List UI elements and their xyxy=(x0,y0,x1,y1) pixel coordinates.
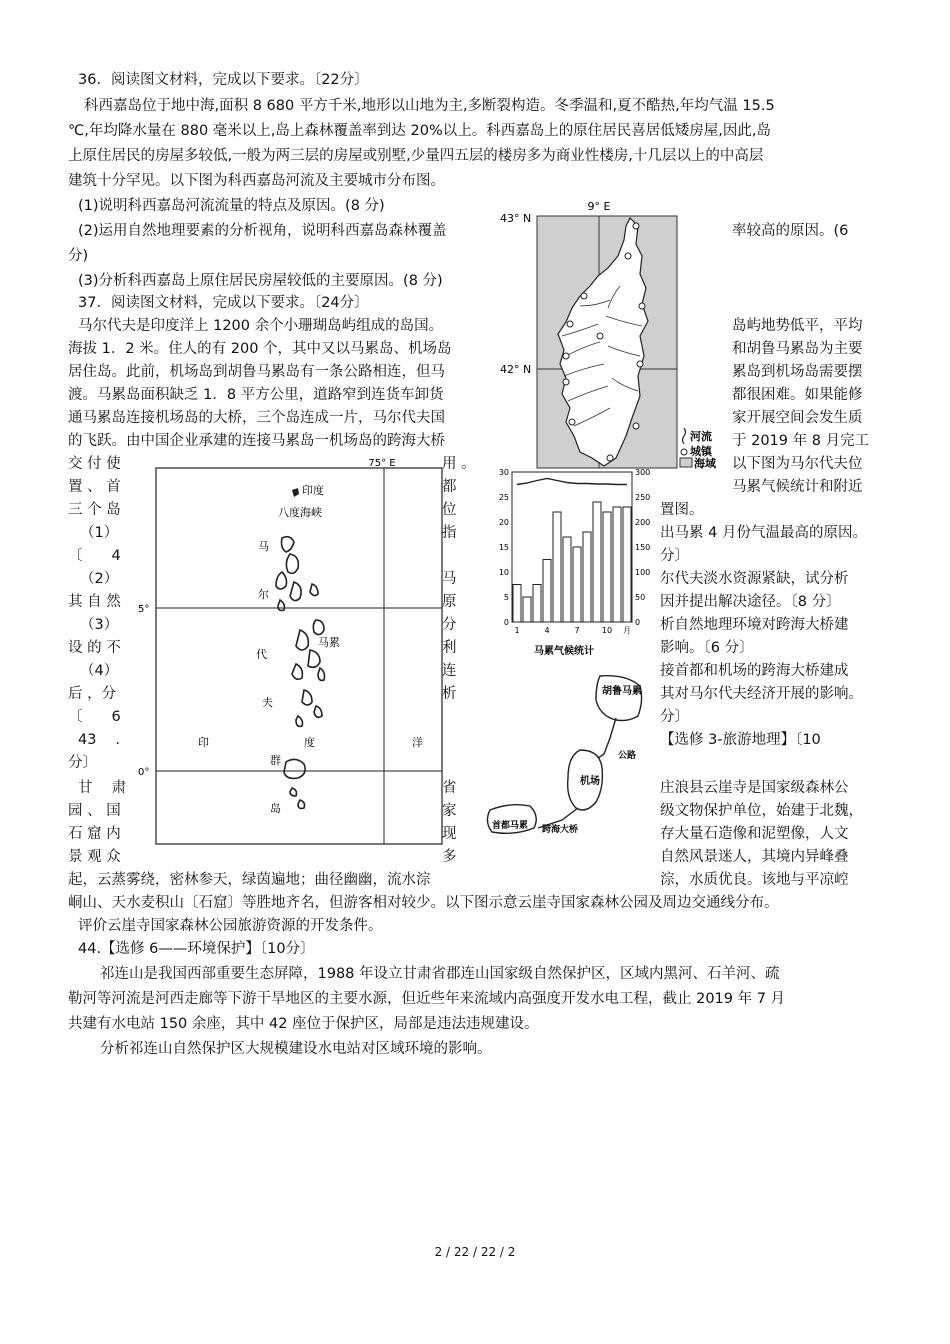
q43-col-left: 甘 肃 xyxy=(78,780,127,796)
q37-col-mid: 原 xyxy=(442,594,457,610)
q37-col-left: 交 付 使 xyxy=(68,456,121,472)
yang-label: 洋 xyxy=(412,736,423,749)
male-label: 马累 xyxy=(318,636,340,649)
maldives-frame xyxy=(156,468,442,844)
x-tick: 7 xyxy=(574,626,580,635)
legend-town-label: 城镇 xyxy=(690,445,712,458)
precip-bar xyxy=(573,547,581,622)
q37-col-mid: 位 xyxy=(442,502,457,518)
q43-col-right: 自然风景迷人，其境内异峰叠 xyxy=(660,849,849,865)
y-left-tick: 10 xyxy=(498,568,509,577)
q36-subquestion-2-score: 分) xyxy=(68,248,89,264)
y-right-tick: 250 xyxy=(635,493,651,502)
q37-title: 37．阅读图文材料，完成以下要求。〔24分〕 xyxy=(78,295,369,311)
q36-subquestion-2: (2)运用自然地理要素的分析视角，说明科西嘉岛森林覆盖 xyxy=(78,223,447,239)
q37-col-mid: 利 xyxy=(442,640,457,656)
page-number: 2 / 22 / 22 / 2 xyxy=(434,1245,516,1259)
du-label: 度 xyxy=(304,736,315,749)
q37-line-right: 都很困难。如果能修 xyxy=(732,387,863,403)
q37-col-right: 分〕 xyxy=(660,548,689,564)
q37-col-right: 影响。〔6 分〕 xyxy=(660,640,754,656)
y-left-tick: 30 xyxy=(498,468,509,477)
q37-col-left: 三 个 岛 xyxy=(68,502,121,518)
q37-line-right: 和胡鲁马累岛为主要 xyxy=(732,341,863,357)
q37-col-right: 马累气候统计和附近 xyxy=(732,479,863,495)
q37-col-mid: 马 xyxy=(442,571,457,587)
precip-bar xyxy=(593,502,601,622)
dai-label: 代 xyxy=(256,648,267,661)
q37-col-left: 后 ，分 xyxy=(68,686,117,702)
bridge-map xyxy=(484,668,658,846)
q43-col-right: 级文物保护单位，始建于北魏， xyxy=(660,803,863,819)
q37-col-right: 因并提出解决途径。〔8 分〕 xyxy=(660,594,841,610)
q43-col-left: 43 ． xyxy=(78,732,131,748)
q37-line-right: 于 2019 年 8 月完工 xyxy=(732,433,870,449)
male-climate-chart xyxy=(494,464,660,660)
q43-col-mid: 现 xyxy=(442,826,457,842)
q37-line: 居住岛。此前，机场岛到胡鲁马累岛有一条公路相连，但马 xyxy=(68,364,445,380)
q36-paragraph-line: 上原住居民的房屋多较低,一般为两三层的房屋或别墅,少量四五层的楼房多为商业性楼房,十几层以上的中高层 xyxy=(68,148,764,164)
corsica-lat42-label: 42° N xyxy=(500,363,532,376)
q37-col-left: 设 的 不 xyxy=(68,640,121,656)
bridge-label: 跨海大桥 xyxy=(542,825,579,835)
y-right-tick: 50 xyxy=(635,593,646,602)
precip-bar xyxy=(583,532,591,622)
q37-col-left: 其 自 然 xyxy=(68,594,121,610)
q43-col-left: 园 、 国 xyxy=(68,803,121,819)
qun-label: 群 xyxy=(270,754,281,767)
y-right-tick: 0 xyxy=(635,618,641,627)
precip-bar xyxy=(603,512,611,622)
hulhumale-label: 胡鲁马累 xyxy=(602,686,642,697)
q37-col-mid: 分 xyxy=(442,617,457,633)
q37-col-mid: 用 。 xyxy=(442,456,476,472)
q43-col-left: 景 观 众 xyxy=(68,849,121,865)
y-right-tick: 100 xyxy=(635,568,651,577)
precip-bar xyxy=(523,597,531,622)
q37-line: 海拔 1．2 米。住人的有 200 个，其中又以马累岛、机场岛 xyxy=(68,341,452,357)
maldives-map xyxy=(132,454,444,846)
precip-bar xyxy=(563,537,571,622)
y-left-tick: 0 xyxy=(503,618,509,627)
x-tick: 1 xyxy=(514,626,520,635)
road-label: 公路 xyxy=(618,751,637,761)
chart-title: 马累气候统计 xyxy=(534,646,594,657)
male-label: 首都马累 xyxy=(492,821,529,831)
q37-col-left: （1） xyxy=(80,525,119,541)
precip-bar xyxy=(613,507,621,622)
hulhumale-island xyxy=(596,676,642,721)
y-right-tick: 150 xyxy=(635,543,651,552)
airport-label: 机场 xyxy=(580,776,600,787)
q37-col-left: 〔 6 xyxy=(68,709,121,725)
q37-col-left: （2） xyxy=(80,571,119,587)
q37-col-left: （4） xyxy=(80,663,119,679)
q37-line: 马尔代夫是印度洋上 1200 余个小珊瑚岛屿组成的岛国。 xyxy=(78,318,444,334)
precip-bar xyxy=(553,512,561,622)
q37-col-right: 出马累 4 月份气温最高的原因。 xyxy=(660,525,867,541)
india-label: 印度 xyxy=(302,484,324,497)
q37-col-right: 以下图为马尔代夫位 xyxy=(732,456,863,472)
precip-bar xyxy=(533,585,541,623)
y-left-tick: 5 xyxy=(503,593,509,602)
fu-label: 夫 xyxy=(262,696,273,709)
chart-bars xyxy=(513,502,631,622)
q43-col-mid: 多 xyxy=(442,849,457,865)
q43-col-right: 【选修 3-旅游地理】〔10 xyxy=(660,732,821,748)
q37-col-mid: 析 xyxy=(442,686,457,702)
q37-line: 渡。马累岛面积缺乏 1．8 平方公里，道路窄到连货车卸货 xyxy=(68,387,444,403)
q44-paragraph-line: 共建有水电站 150 余座，其中 42 座位于保护区，局部是违法违规建设。 xyxy=(68,1016,539,1032)
y-right-tick: 200 xyxy=(635,518,651,527)
corsica-lat43-label: 43° N xyxy=(500,212,532,225)
q43-question: 评价云崖寺国家森林公园旅游资源的开发条件。 xyxy=(78,918,383,934)
q37-col-right: 析自然地理环境对跨海大桥建 xyxy=(660,617,849,633)
y-right-tick: 300 xyxy=(635,468,651,477)
q36-paragraph-line: 建筑十分罕见。以下图为科西嘉岛河流及主要城市分布图。 xyxy=(68,173,445,189)
lon-75-label: 75° E xyxy=(368,458,396,469)
q37-line-right: 岛屿地势低平，平均 xyxy=(732,318,863,334)
legend-sea-icon xyxy=(680,458,692,467)
q43-line: 起，云蒸雾绕，密林参天，绿茵遍地；曲径幽幽，流水淙 xyxy=(68,872,431,888)
q36-paragraph-line: 科西嘉岛位于地中海,面积 8 680 平方千米,地形以山地为主,多断裂构造。冬季温和,夏不酷热,年均气温 15.5 xyxy=(84,98,775,114)
legend-river-label: 河流 xyxy=(690,430,712,443)
q37-col-right: 置图。 xyxy=(660,502,704,518)
q37-col-mid: 连 xyxy=(442,663,457,679)
strait-label: 八度海峡 xyxy=(278,506,322,519)
q37-col-mid: 指 xyxy=(442,525,457,541)
q36-subquestion-2-cont: 率较高的原因。(6 xyxy=(732,223,849,239)
x-tick-unit: 月 xyxy=(623,626,631,635)
x-tick: 4 xyxy=(544,626,550,635)
legend-sea-label: 海域 xyxy=(694,457,716,470)
q37-line: 通马累岛连接机场岛的大桥，三个岛连成一片，马尔代夫国 xyxy=(68,410,445,426)
q37-col-right: 其对马尔代夫经济开展的影响。 xyxy=(660,686,863,702)
ma-label: 马 xyxy=(258,540,269,553)
precip-bar xyxy=(623,507,631,622)
lat-0-label: 0° xyxy=(138,767,150,778)
q37-col-right: 分〕 xyxy=(660,709,689,725)
q37-line: 的飞跃。由中国企业承建的连接马累岛一机场岛的跨海大桥 xyxy=(68,433,445,449)
q37-col-left: 〔 4 xyxy=(68,548,121,564)
y-left-tick: 20 xyxy=(498,518,509,527)
q37-col-mid: 都 xyxy=(442,479,457,495)
q37-col-left: （3） xyxy=(80,617,119,633)
yin-label: 印 xyxy=(198,736,209,749)
q43-line-right: 淙，水质优良。该地与平凉崆 xyxy=(660,872,849,888)
q43-col-left: 分〕 xyxy=(68,755,97,771)
q43-line: 峒山、天水麦积山〔石窟〕等胜地齐名，但游客相对较少。以下图示意云崖寺国家森林公园及周边交通线分布。 xyxy=(68,895,779,911)
q43-col-right: 庄浪县云崖寺是国家级森林公 xyxy=(660,780,849,796)
q37-col-left: 置 、 首 xyxy=(68,479,121,495)
q43-col-mid: 省 xyxy=(442,780,457,796)
q43-col-right: 存大量石造像和泥塑像，人文 xyxy=(660,826,849,842)
dao-label: 岛 xyxy=(270,802,281,815)
legend-river-icon xyxy=(683,428,686,444)
q37-line-right: 家开展空间会发生质 xyxy=(732,410,863,426)
q44-question: 分析祁连山自然保护区大规模建设水电站对区域环境的影响。 xyxy=(100,1041,492,1057)
q36-title: 36．阅读图文材料，完成以下要求。〔22分〕 xyxy=(78,72,369,88)
q36-subquestion-1: (1)说明科西嘉岛河流流量的特点及原因。(8 分) xyxy=(78,198,385,214)
q37-col-right: 尔代夫淡水资源紧缺，试分析 xyxy=(660,571,849,587)
q36-subquestion-3: (3)分析科西嘉岛上原住居民房屋较低的主要原因。(8 分) xyxy=(78,273,443,289)
lat-5-label: 5° xyxy=(138,604,150,615)
er-label: 尔 xyxy=(258,588,269,601)
q37-col-right: 接首都和机场的跨海大桥建成 xyxy=(660,663,849,679)
corsica-lon-label: 9° E xyxy=(587,200,611,213)
q36-paragraph-line: ℃,年均降水量在 880 毫米以上,岛上森林覆盖率到达 20%以上。科西嘉岛上的原住居民喜居低矮房屋,因此,岛 xyxy=(68,123,771,139)
chart-temperature-line xyxy=(517,479,627,485)
precip-bar xyxy=(543,560,551,623)
precip-bar xyxy=(513,585,521,623)
y-left-tick: 15 xyxy=(498,543,509,552)
x-tick: 10 xyxy=(601,626,613,635)
y-left-tick: 25 xyxy=(498,493,509,502)
q44-paragraph-line: 勒河等河流是河西走廊等下游干旱地区的主要水源，但近些年来流域内高强度开发水电工程，截止 2019 年 7 月 xyxy=(68,991,786,1007)
legend-town-icon xyxy=(681,449,687,455)
corsica-map xyxy=(500,196,720,476)
q37-line-right: 累岛到机场岛需要摆 xyxy=(732,364,863,380)
q43-col-mid: 家 xyxy=(442,803,457,819)
q44-paragraph-line: 祁连山是我国西部重要生态屏障，1988 年设立甘肃省郡连山国家级自然保护区，区域内黑河、石羊河、疏 xyxy=(100,966,780,982)
q44-title: 44.【选修 6——环境保护】〔10分〕 xyxy=(78,941,315,957)
q43-col-left: 石 窟 内 xyxy=(68,826,121,842)
